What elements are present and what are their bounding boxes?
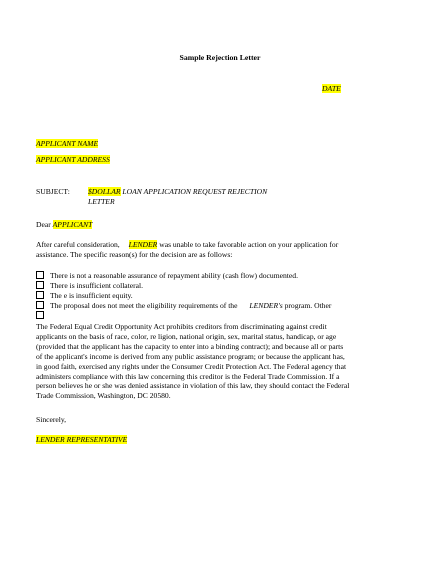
paragraph-line: (provided that the applicant has the capacity to enter into a binding contract); and because all or parts [36,341,344,351]
date-placeholder: DATE [322,84,341,93]
reason-text: There is insufficient collateral. [50,281,144,290]
subject-line-2: LETTER [88,197,115,206]
applicant-placeholder: APPLICANT [52,220,93,229]
reason-1[interactable] [36,271,298,281]
reason-2[interactable] [36,281,143,291]
reason-text: The proposal does not meet the eligibility requirements of the [50,301,238,310]
subject-label: SUBJECT: [36,187,70,196]
subject-text-1: LOAN APPLICATION REQUEST REJECTION [120,187,268,196]
reason-checkbox[interactable] [36,291,44,299]
reason-text: There is not a reasonable assurance of repayment ability (cash flow) documented. [50,271,298,280]
paragraph-line: in good faith, exercised any rights under the Consumer Credit Protection Act. The Federal agency that [36,361,347,371]
paragraph-line: administers compliance with this law concerning this creditor is the Federal Trade Commission. If a [36,371,340,381]
reason-4[interactable] [36,301,331,311]
subject-line-1 [88,187,267,196]
reason-text: The e is insufficient equity. [50,291,133,300]
lender-possessive: LENDER's [249,301,283,310]
reason-5[interactable] [36,311,50,321]
intro-text-a: After careful consideration, [36,240,120,249]
reason-checkbox[interactable] [36,311,44,319]
reason-checkbox[interactable] [36,271,44,279]
applicant-address-placeholder: APPLICANT ADDRESS [36,155,110,164]
reason-3[interactable] [36,291,133,301]
salutation [36,220,92,229]
intro-line-2: assistance. The specific reason(s) for the decision are as follows: [36,250,233,259]
ecoa-paragraph [36,322,349,401]
paragraph-line: The Federal Equal Credit Opportunity Act prohibits creditors from discriminating against credit [36,322,327,331]
paragraph-line: Trade Commission, Washington, DC 20580. [36,391,171,401]
paragraph-line: applicants on the basis of race, color, re ligion, national origin, sex, marital status, handicap, or age [36,331,337,341]
intro-text-b: was unable to take favorable action on your application for [157,240,339,249]
lender-placeholder: LENDER [128,240,158,249]
reason-text-end: program. Other [282,301,332,310]
dollar-placeholder: $DOLLAR [88,187,121,196]
letter-title: Sample Rejection Letter [179,53,261,62]
reason-checkbox[interactable] [36,281,44,289]
closing: Sincerely, [36,415,67,424]
lender-representative-placeholder: LENDER REPRESENTATIVE [36,435,128,444]
paragraph-line: of the applicant's income is derived from any public assistance program; or because the applicant has, [36,351,345,361]
salutation-text: Dear [36,220,51,229]
reason-checkbox[interactable] [36,301,44,309]
paragraph-line: person believes he or she was denied assistance in violation of this law, they should contact the Federal [36,381,350,391]
applicant-name-placeholder: APPLICANT NAME [36,139,99,148]
intro-line-1 [36,240,338,249]
